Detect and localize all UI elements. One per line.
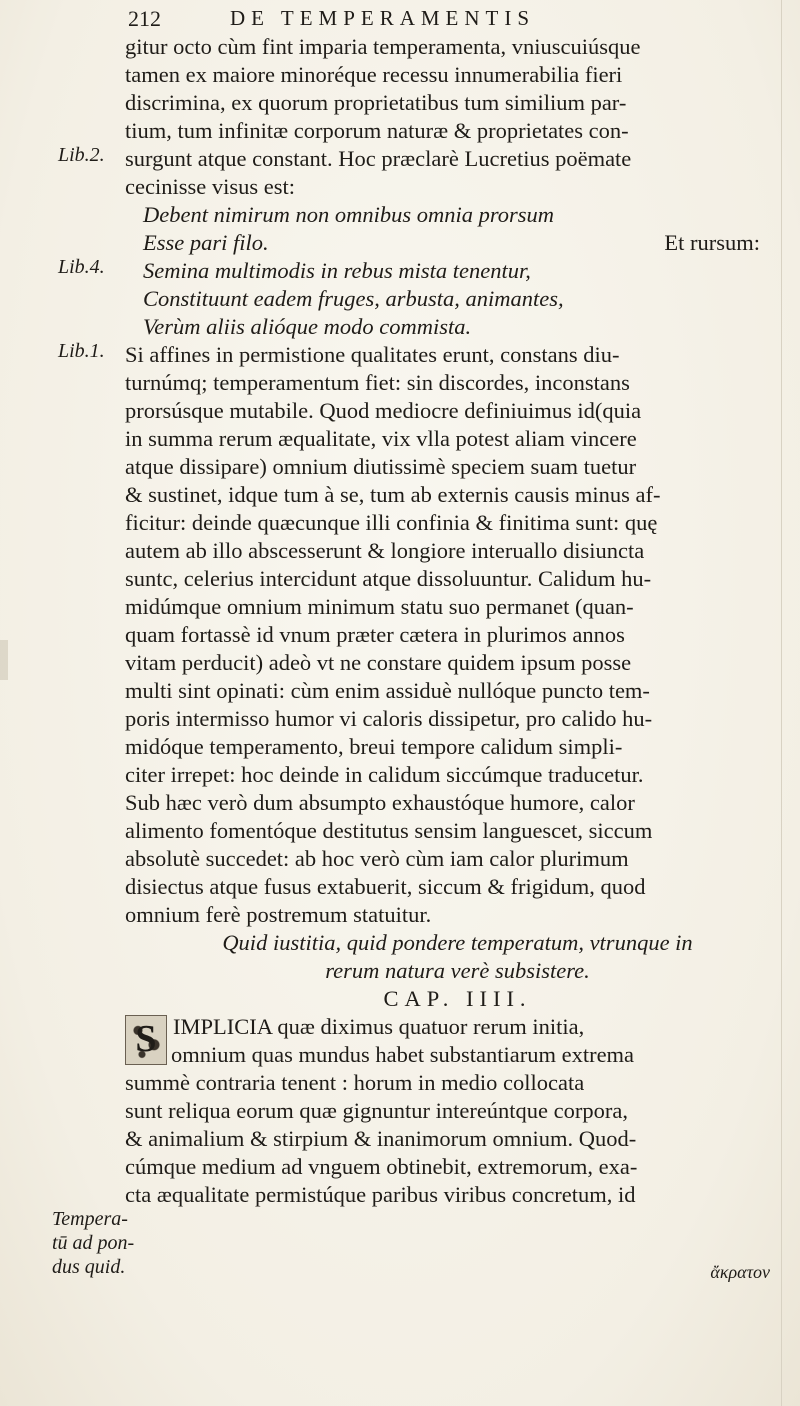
text-line: cúmque medium ad vnguem obtinebit, extremorum, exa- [125,1154,638,1179]
text-line: citer irrepet: hoc deinde in calidum siccúmque traducetur. [125,762,644,787]
text-line-start: IMPLICIA quæ diximus quatuor rerum initia, [173,1014,585,1039]
page-smudge [0,640,8,680]
chapter-heading: CAP. IIII. [383,986,532,1011]
text-line: quam fortassè id vnum præter cætera in plurimos annos [125,622,625,647]
running-title: DE TEMPERAMENTIS [230,6,536,30]
text-line: alimento fomentóque destitutus sensim languescet, siccum [125,818,653,843]
text-line: discrimina, ex quorum proprietatibus tum similium par- [125,90,627,115]
text-line: cecinisse visus est: [125,174,295,199]
text-line: omnium quas mundus habet substantiarum extrema [171,1042,635,1067]
page-number: 212 [128,6,161,31]
section-heading: Quid iustitia, quid pondere temperatum, vtrunque in [222,930,693,955]
text-line: in summa rerum æqualitate, vix vlla potest aliam vincere [125,426,637,451]
section-heading: rerum natura verè subsistere. [325,958,590,983]
margin-note: Lib.4. [58,256,105,278]
margin-note: tū ad pon- [52,1232,135,1254]
text-line: & sustinet, idque tum à se, tum ab externis causis minus af- [125,482,661,507]
text-line: summè contraria tenent : horum in medio collocata [125,1070,585,1095]
verse-line-with-aside [125,229,790,257]
text-line: cta æqualitate permistúque paribus viribus concretum, id [125,1182,636,1207]
catchword: ἄκρατον [710,1262,770,1282]
text-line: poris intermisso humor vi caloris dissipetur, pro calido hu- [125,706,653,731]
ornamental-initial: S [125,1015,167,1065]
text-line: prorsúsque mutabile. Quod mediocre definiuimus id(quia [125,398,642,423]
text-line: ficitur: deinde quæcunque illi confinia & finitima sunt: quę [125,510,658,535]
margin-note: Lib.1. [58,340,105,362]
margin-note: dus quid. [52,1256,126,1278]
text-line: atque dissipare) omnium diutissimè speciem suam tuetur [125,454,637,479]
text-line: midúmque omnium minimum statu suo permanet (quan- [125,594,634,619]
text-line: surgunt atque constant. Hoc præclarè Lucretius poëmate [125,146,632,171]
text-line: sunt reliqua eorum quæ gignuntur intereúntque corpora, [125,1098,628,1123]
verse-line: Constituunt eadem fruges, arbusta, animantes, [143,286,564,311]
margin-note: Lib.2. [58,144,105,166]
text-line: absolutè succedet: ab hoc verò cùm iam calor plurimum [125,846,629,871]
text-line: vitam perducit) adeò vt ne constare quidem ipsum posse [125,650,632,675]
text-line: gitur octo cùm fint imparia temperamenta, vniuscuiúsque [125,34,641,59]
text-line: disiectus atque fusus extabuerit, siccum & frigidum, quod [125,874,646,899]
verse-line: Semina multimodis in rebus mista tenentur, [143,258,531,283]
text-line: & animalium & stirpium & inanimorum omnium. Quod- [125,1126,637,1151]
text-line: turnúmq; temperamentum fiet: sin discordes, inconstans [125,370,630,395]
text-line: multi sint opinati: cùm enim assiduè nullóque puncto tem- [125,678,650,703]
page-header [0,4,800,34]
text-line: autem ab illo abscesserunt & longiore interuallo disiuncta [125,538,645,563]
verse-line: Debent nimirum non omnibus omnia prorsum [143,202,555,227]
text-line: midóque temperamento, breui tempore calidum simpli- [125,734,623,759]
text-line: omnium ferè postremum statuitur. [125,902,432,927]
text-line: tamen ex maiore minoréque recessu innumerabilia fieri [125,62,623,87]
verse-aside: Et rursum: [664,230,760,255]
text-line: tium, tum infinitæ corporum naturæ & proprietates con- [125,118,629,143]
text-line: Si affines in permistione qualitates erunt, constans diu- [125,342,620,367]
verse-line: Verùm aliis alióque modo commista. [143,314,472,339]
margin-note: Tempera- [52,1208,128,1230]
text-line: Sub hæc verò dum absumpto exhaustóque humore, calor [125,790,635,815]
text-line: suntc, celerius intercidunt atque dissoluuntur. Calidum hu- [125,566,652,591]
verse-fragment: Esse pari filo. [143,230,269,255]
body-text [125,33,790,1209]
